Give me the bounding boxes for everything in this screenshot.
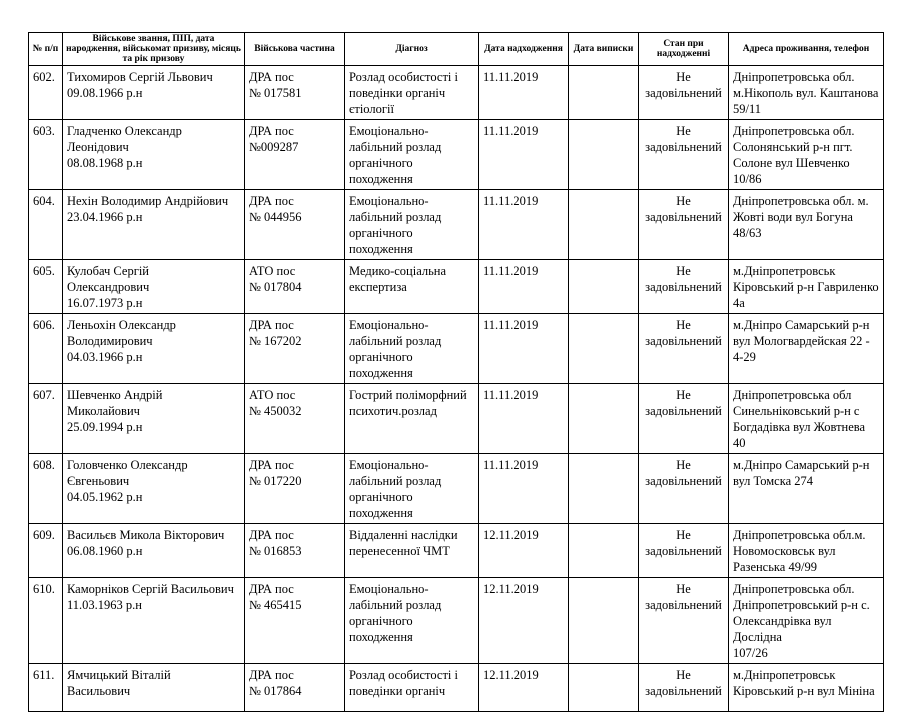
cell-state: Не задовільнений: [639, 524, 729, 578]
cell-address: Дніпропетровська обл. м.Нікополь вул. Каштанова 59/11: [729, 66, 884, 120]
cell-date-in: 12.11.2019: [479, 664, 569, 712]
cell-date-out: [569, 384, 639, 454]
cell-date-out: [569, 454, 639, 524]
table-row: [29, 578, 884, 664]
cell-address: Дніпропетровська обл. м. Жовті води вул Богуна 48/63: [729, 190, 884, 260]
cell-unit: ДРА пос № 465415: [245, 578, 345, 664]
cell-number: 604.: [29, 190, 63, 260]
cell-state: Не задовільнений: [639, 260, 729, 314]
cell-date-out: [569, 524, 639, 578]
cell-date-out: [569, 66, 639, 120]
cell-state: Не задовільнений: [639, 454, 729, 524]
table-row: [29, 66, 884, 120]
cell-name: Нехін Володимир Андрійович 23.04.1966 р.н: [63, 190, 245, 260]
cell-diagnosis: Розлад особистості і поведінки органіч: [345, 664, 479, 712]
cell-state: Не задовільнений: [639, 314, 729, 384]
table-header-row: [29, 33, 884, 66]
cell-number: 607.: [29, 384, 63, 454]
header-number: № п/п: [29, 33, 63, 66]
cell-date-out: [569, 120, 639, 190]
table-row: [29, 524, 884, 578]
header-unit: Військова частина: [245, 33, 345, 66]
cell-date-in: 11.11.2019: [479, 66, 569, 120]
cell-diagnosis: Емоціонально- лабільний розлад органічного походження: [345, 190, 479, 260]
cell-name: Леньохін Олександр Володимирович 04.03.1966 р.н: [63, 314, 245, 384]
cell-number: 610.: [29, 578, 63, 664]
cell-date-in: 11.11.2019: [479, 260, 569, 314]
cell-number: 605.: [29, 260, 63, 314]
cell-unit: ДРА пос № 016853: [245, 524, 345, 578]
cell-name: Ямчицький Віталій Васильович: [63, 664, 245, 712]
document-page: [28, 32, 883, 712]
cell-state: Не задовільнений: [639, 384, 729, 454]
header-diagnosis: Діагноз: [345, 33, 479, 66]
cell-address: Дніпропетровська обл. Солонянський р-н пгт. Солоне вул Шевченко 10/86: [729, 120, 884, 190]
cell-date-in: 11.11.2019: [479, 384, 569, 454]
cell-unit: ДРА пос № 017220: [245, 454, 345, 524]
cell-date-out: [569, 190, 639, 260]
cell-number: 602.: [29, 66, 63, 120]
table-row: [29, 384, 884, 454]
cell-date-out: [569, 260, 639, 314]
cell-date-out: [569, 664, 639, 712]
cell-date-in: 11.11.2019: [479, 454, 569, 524]
cell-number: 603.: [29, 120, 63, 190]
cell-diagnosis: Емоціонально- лабільний розлад органічного походження: [345, 454, 479, 524]
cell-date-out: [569, 314, 639, 384]
table-row: [29, 664, 884, 712]
cell-diagnosis: Гострий поліморфний психотич.розлад: [345, 384, 479, 454]
cell-number: 609.: [29, 524, 63, 578]
header-date-in: Дата надходження: [479, 33, 569, 66]
cell-address: Дніпропетровська обл. Дніпропетровський р-н с. Олександрівка вул Дослідна 107/26: [729, 578, 884, 664]
cell-date-in: 11.11.2019: [479, 314, 569, 384]
cell-name: Гладченко Олександр Леонідович 08.08.1968 р.н: [63, 120, 245, 190]
cell-unit: АТО пос № 017804: [245, 260, 345, 314]
table-row: [29, 260, 884, 314]
table-row: [29, 190, 884, 260]
cell-unit: ДРА пос № 017864: [245, 664, 345, 712]
cell-state: Не задовільнений: [639, 664, 729, 712]
cell-state: Не задовільнений: [639, 66, 729, 120]
header-name: Військове звання, ПІП, дата народження, військомат призиву, місяць та рік призову: [63, 33, 245, 66]
cell-number: 611.: [29, 664, 63, 712]
cell-unit: ДРА пос № 044956: [245, 190, 345, 260]
cell-address: м.Дніпро Самарський р-н вул Мологвардейская 22 - 4-29: [729, 314, 884, 384]
table-row: [29, 120, 884, 190]
cell-number: 606.: [29, 314, 63, 384]
header-address: Адреса проживання, телефон: [729, 33, 884, 66]
cell-unit: ДРА пос № 167202: [245, 314, 345, 384]
header-state: Стан при надходженні: [639, 33, 729, 66]
cell-diagnosis: Емоціонально- лабільний розлад органічного походження: [345, 314, 479, 384]
cell-state: Не задовільнений: [639, 190, 729, 260]
cell-date-in: 12.11.2019: [479, 578, 569, 664]
cell-diagnosis: Віддаленні наслідки перенесенної ЧМТ: [345, 524, 479, 578]
cell-date-out: [569, 578, 639, 664]
table-body: [29, 66, 884, 712]
cell-name: Головченко Олександр Євгеньович 04.05.1962 р.н: [63, 454, 245, 524]
cell-diagnosis: Емоціонально- лабільний розлад органічного походження: [345, 578, 479, 664]
cell-name: Тихомиров Сергій Львович 09.08.1966 р.н: [63, 66, 245, 120]
cell-date-in: 11.11.2019: [479, 190, 569, 260]
cell-unit: ДРА пос № 017581: [245, 66, 345, 120]
header-date-out: Дата виписки: [569, 33, 639, 66]
cell-diagnosis: Розлад особистості і поведінки органіч єтіології: [345, 66, 479, 120]
cell-state: Не задовільнений: [639, 120, 729, 190]
table-row: [29, 454, 884, 524]
table-row: [29, 314, 884, 384]
cell-unit: АТО пос № 450032: [245, 384, 345, 454]
cell-name: Васильєв Микола Вікторович 06.08.1960 р.н: [63, 524, 245, 578]
cell-name: Шевченко Андрій Миколайович 25.09.1994 р.н: [63, 384, 245, 454]
patient-register-table: [28, 32, 884, 712]
cell-unit: ДРА пос №009287: [245, 120, 345, 190]
cell-name: Каморніков Сергій Васильович 11.03.1963 р.н: [63, 578, 245, 664]
cell-address: м.Дніпропетровськ Кіровський р-н Гавриленко 4а: [729, 260, 884, 314]
cell-diagnosis: Емоціонально- лабільний розлад органічного походження: [345, 120, 479, 190]
cell-address: Дніпропетровська обл Синельніковський р-н с Богдадівка вул Жовтнева 40: [729, 384, 884, 454]
cell-number: 608.: [29, 454, 63, 524]
cell-state: Не задовільнений: [639, 578, 729, 664]
cell-diagnosis: Медико-соціальна експертиза: [345, 260, 479, 314]
cell-address: Дніпропетровська обл.м. Новомосковськ вул Разенська 49/99: [729, 524, 884, 578]
cell-address: м.Дніпропетровськ Кіровський р-н вул Мініна: [729, 664, 884, 712]
cell-name: Кулобач Сергій Олександрович 16.07.1973 р.н: [63, 260, 245, 314]
cell-date-in: 11.11.2019: [479, 120, 569, 190]
cell-date-in: 12.11.2019: [479, 524, 569, 578]
cell-address: м.Дніпро Самарський р-н вул Томска 274: [729, 454, 884, 524]
